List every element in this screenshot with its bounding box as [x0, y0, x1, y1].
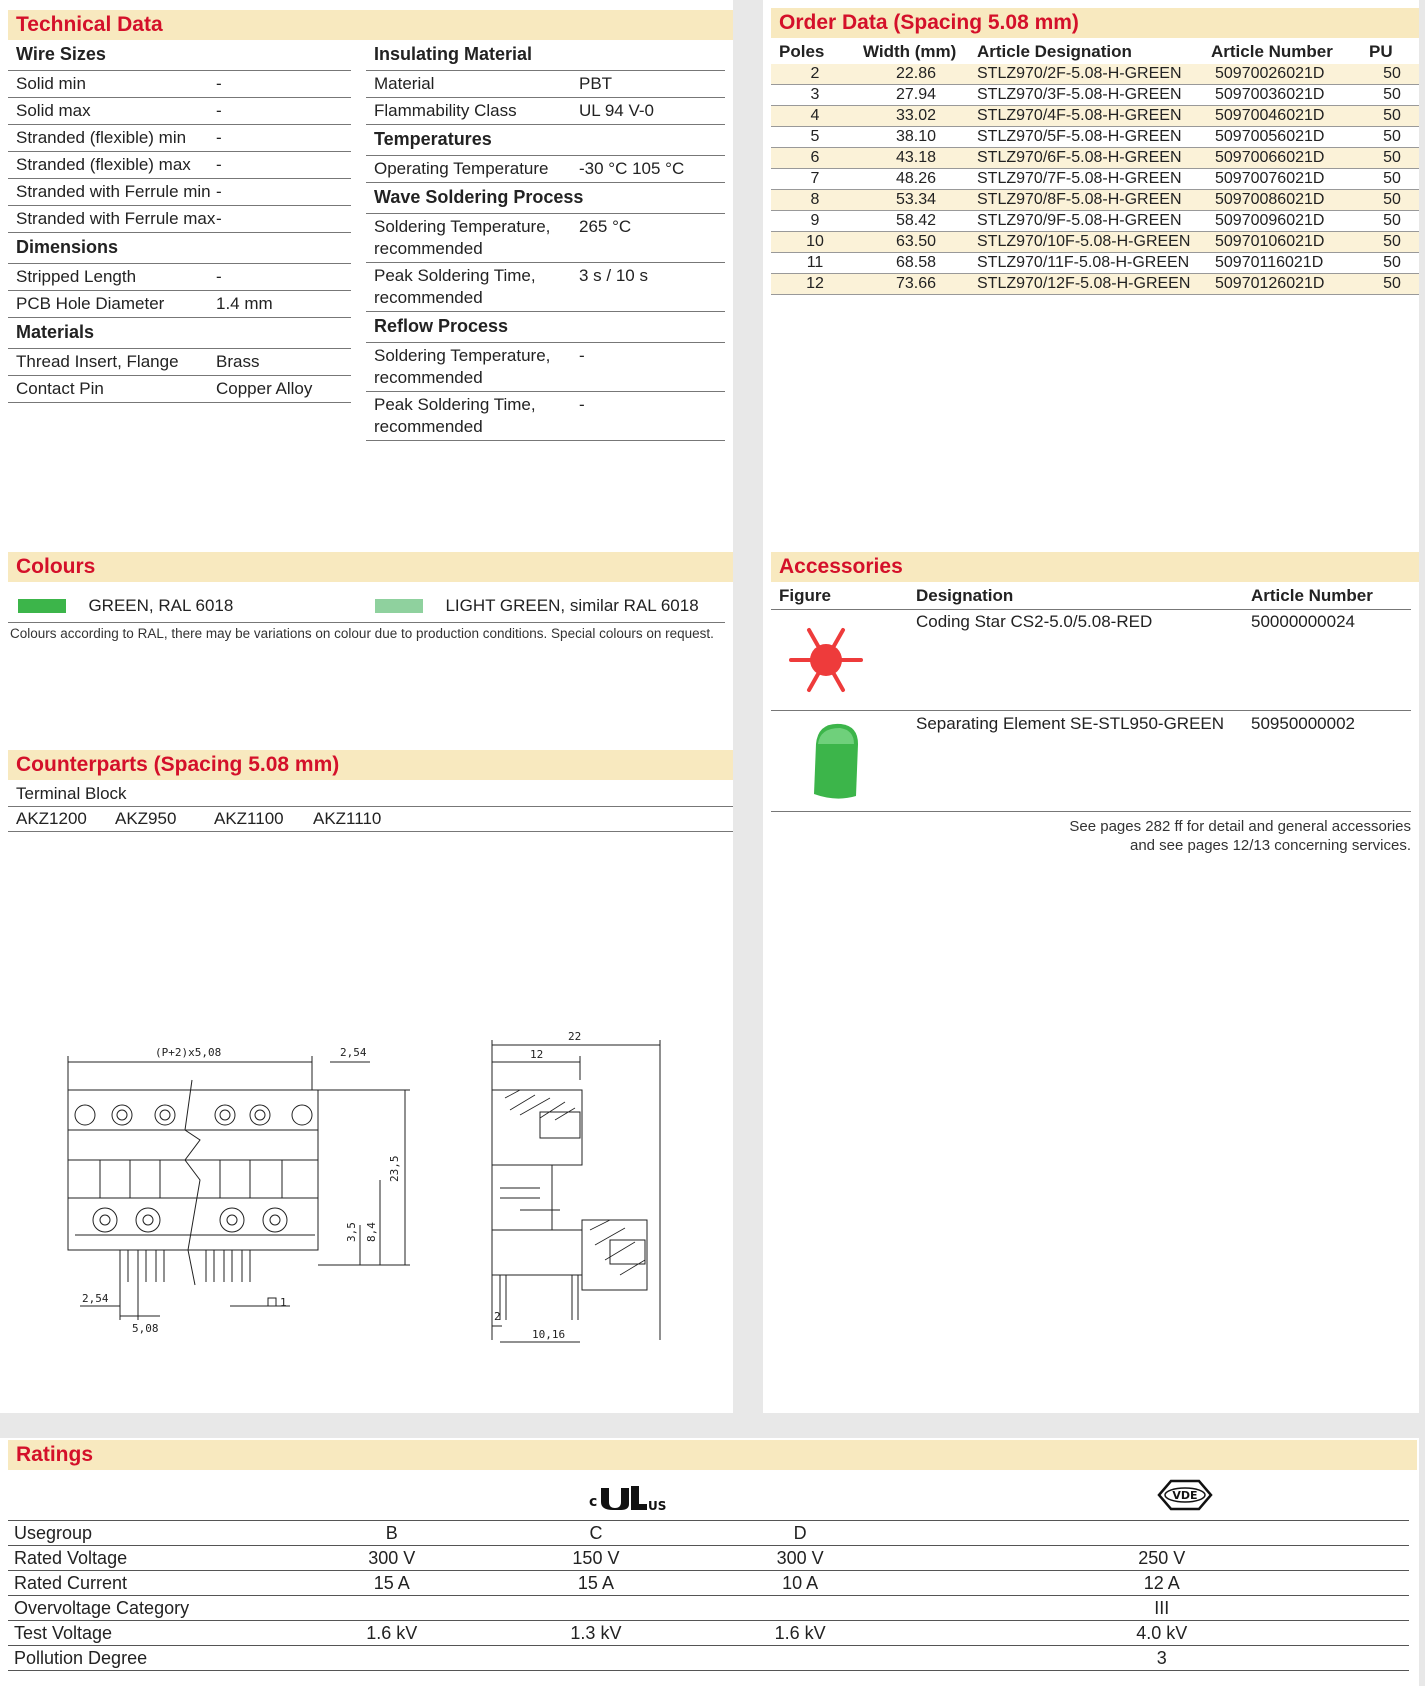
- order-cell: 50970086021D: [1215, 191, 1325, 208]
- order-row: [771, 232, 1419, 253]
- spec-label: Soldering Temperature, recommended: [374, 346, 551, 387]
- spec-row: [8, 349, 351, 376]
- order-cell: 50970046021D: [1215, 107, 1325, 124]
- order-cell: 50: [1383, 107, 1401, 124]
- order-cell: 50970116021D: [1215, 254, 1324, 271]
- ratings-value: [506, 1646, 686, 1671]
- accessories-col-designation: Designation: [916, 586, 1014, 605]
- order-col-poles: Poles: [779, 42, 825, 61]
- spec-value: -: [579, 395, 585, 414]
- order-cell: 50: [1383, 275, 1401, 292]
- dim-front-h1: 3,5: [345, 1222, 358, 1242]
- order-cell: 11: [806, 254, 824, 271]
- ratings-value: 15 A: [373, 1572, 410, 1593]
- ratings-value: C: [589, 1522, 603, 1543]
- ratings-value: 12 A: [1143, 1572, 1180, 1593]
- spec-row: [8, 179, 351, 206]
- spec-value: -: [216, 182, 222, 201]
- order-row: [771, 190, 1419, 211]
- ratings-value: [277, 1596, 506, 1621]
- colour-swatch-light-green: [375, 599, 423, 613]
- ratings-label: Rated Current: [14, 1573, 128, 1593]
- separating-element-icon: [796, 714, 886, 809]
- spec-row: [366, 156, 725, 183]
- spec-row: [366, 263, 725, 312]
- order-cell: 48.26: [895, 170, 937, 187]
- spec-value: UL 94 V-0: [579, 101, 654, 120]
- accessory-row: [771, 610, 1411, 711]
- spec-value: -: [216, 74, 222, 93]
- order-cell: 50: [1383, 170, 1401, 187]
- order-cell: 50: [1383, 212, 1401, 229]
- right-panel: [763, 0, 1419, 1413]
- spec-label: Stranded with Ferrule min: [16, 182, 211, 201]
- accessories-header-row: [771, 582, 1411, 610]
- spec-value: -: [216, 209, 222, 228]
- order-cell: STLZ970/4F-5.08-H-GREEN: [977, 107, 1182, 124]
- ratings-value: [686, 1646, 915, 1671]
- accessory-number: 50000000024: [1251, 612, 1356, 631]
- counterparts-list: [8, 807, 733, 832]
- spec-value: Copper Alloy: [216, 379, 313, 398]
- colours-header: Colours: [8, 552, 733, 582]
- dim-front-bottom-left: 2,54: [82, 1292, 109, 1305]
- ratings-value: [686, 1596, 915, 1621]
- spec-row: [366, 98, 725, 125]
- left-panel: [0, 0, 733, 1413]
- spec-row: [366, 71, 725, 98]
- technical-drawing: [20, 1020, 720, 1360]
- spec-value: -: [579, 346, 585, 365]
- spec-label: Contact Pin: [16, 379, 104, 398]
- order-cell: 68.58: [895, 254, 937, 271]
- materials-title: Materials: [8, 318, 351, 349]
- ratings-label: Rated Voltage: [14, 1548, 128, 1568]
- order-col-pu: PU: [1369, 42, 1393, 61]
- colour-item-green: [18, 596, 233, 616]
- counterparts-header: Counterparts (Spacing 5.08 mm): [8, 750, 733, 780]
- ratings-value: 250 V: [1138, 1547, 1186, 1568]
- colour-swatches: [8, 590, 725, 623]
- spec-row: [8, 291, 351, 318]
- front-view: [68, 1046, 410, 1335]
- spec-label: Flammability Class: [374, 101, 517, 120]
- spec-row: [366, 392, 725, 441]
- colour-swatch-green: [18, 599, 66, 613]
- accessories-note-line-2: and see pages 12/13 concerning services.: [1129, 837, 1411, 854]
- order-cell: 50970106021D: [1215, 233, 1325, 250]
- ratings-value: D: [793, 1522, 807, 1543]
- counterparts-subtitle: Terminal Block: [8, 782, 733, 807]
- order-table-body: [771, 64, 1419, 295]
- spec-label: Peak Soldering Time, recommended: [374, 266, 536, 307]
- accessory-row: [771, 712, 1411, 812]
- order-cell: 7: [810, 170, 820, 187]
- tech-right-column: [366, 40, 725, 441]
- order-cell: 33.02: [895, 107, 937, 124]
- ratings-value: 10 A: [782, 1572, 819, 1593]
- dim-side-2: 2: [494, 1310, 501, 1323]
- order-cell: 50: [1383, 191, 1401, 208]
- spec-row: [8, 125, 351, 152]
- spec-row: [8, 206, 351, 233]
- order-cell: 50970056021D: [1215, 128, 1325, 145]
- dimensions-list: [8, 264, 351, 318]
- order-cell: 50: [1383, 65, 1401, 82]
- ratings-value: 4.0 kV: [1136, 1622, 1188, 1643]
- order-cell: STLZ970/7F-5.08-H-GREEN: [977, 170, 1182, 187]
- order-data-header: Order Data (Spacing 5.08 mm): [771, 8, 1419, 38]
- dimensions-title: Dimensions: [8, 233, 351, 264]
- order-row: [771, 169, 1419, 190]
- order-cell: STLZ970/8F-5.08-H-GREEN: [977, 191, 1182, 208]
- materials-list: [8, 349, 351, 403]
- order-row: [771, 148, 1419, 169]
- order-cell: 5: [810, 128, 820, 145]
- order-cell: 8: [810, 191, 820, 208]
- spec-value: -: [216, 101, 222, 120]
- spec-label: PCB Hole Diameter: [16, 294, 165, 313]
- spec-label: Stripped Length: [16, 267, 137, 286]
- wave-soldering-title: Wave Soldering Process: [366, 183, 725, 214]
- wire-sizes-list: [8, 71, 351, 233]
- dim-side-bottom: 10,16: [532, 1328, 566, 1341]
- dim-front-top-right: 2,54: [340, 1046, 367, 1059]
- order-cell: 73.66: [895, 275, 937, 292]
- order-cell: 50: [1383, 254, 1401, 271]
- order-row: [771, 253, 1419, 274]
- ratings-value: 1.6 kV: [774, 1622, 826, 1643]
- ratings-label: Test Voltage: [14, 1623, 113, 1643]
- order-row: [771, 106, 1419, 127]
- ratings-value: [277, 1646, 506, 1671]
- accessories-header: Accessories: [771, 552, 1419, 582]
- order-row: [771, 211, 1419, 232]
- accessories-note-line-1: See pages 282 ff for detail and general accessories: [1069, 818, 1411, 835]
- spec-row: [8, 376, 351, 403]
- ratings-value: 1.3 kV: [570, 1622, 622, 1643]
- order-cell: 22.86: [895, 65, 937, 82]
- spec-value: -: [216, 155, 222, 174]
- spec-row: [8, 71, 351, 98]
- ratings-value: [915, 1521, 1409, 1546]
- colour-label-light-green: LIGHT GREEN, similar RAL 6018: [445, 596, 699, 615]
- order-cell: 63.50: [895, 233, 937, 250]
- ratings-value: 3: [1156, 1647, 1167, 1668]
- ratings-value: [506, 1596, 686, 1621]
- vde-mark-icon: [1155, 1478, 1215, 1512]
- reflow-list: [366, 343, 725, 441]
- ratings-row: [8, 1546, 1409, 1571]
- order-cell: 50: [1383, 86, 1401, 103]
- temperatures-title: Temperatures: [366, 125, 725, 156]
- order-header-row: [771, 40, 1419, 64]
- ratings-row: [8, 1521, 1409, 1546]
- spec-row: [8, 98, 351, 125]
- order-cell: 38.10: [895, 128, 937, 145]
- order-cell: 50970026021D: [1215, 65, 1325, 82]
- order-cell: STLZ970/11F-5.08-H-GREEN: [977, 254, 1190, 271]
- reflow-title: Reflow Process: [366, 312, 725, 343]
- insulating-list: [366, 71, 725, 125]
- accessory-number: 50950000002: [1251, 714, 1356, 733]
- ratings-label: Pollution Degree: [14, 1648, 148, 1668]
- accessories-note: [771, 817, 1411, 855]
- order-cell: STLZ970/9F-5.08-H-GREEN: [977, 212, 1182, 229]
- spec-value: -: [216, 128, 222, 147]
- spec-label: Stranded (flexible) max: [16, 155, 191, 174]
- order-cell: STLZ970/5F-5.08-H-GREEN: [977, 128, 1182, 145]
- colour-label-green: GREEN, RAL 6018: [88, 596, 234, 615]
- ratings-panel: [0, 1438, 1419, 1686]
- order-row: [771, 127, 1419, 148]
- accessory-designation: Coding Star CS2-5.0/5.08-RED: [916, 612, 1153, 631]
- order-cell: 12: [806, 275, 824, 292]
- order-col-width: Width (mm): [863, 42, 957, 61]
- ratings-row: [8, 1621, 1409, 1646]
- ratings-label: Usegroup: [14, 1523, 93, 1543]
- ratings-value: 1.6 kV: [366, 1622, 418, 1643]
- order-cell: STLZ970/12F-5.08-H-GREEN: [977, 275, 1191, 292]
- spec-label: Material: [374, 74, 435, 93]
- order-cell: 50970036021D: [1215, 86, 1325, 103]
- spec-label: Solid min: [16, 74, 86, 93]
- ratings-table-body: [8, 1521, 1409, 1671]
- counterpart-item: AKZ1100: [214, 809, 284, 828]
- accessories-col-figure: Figure: [779, 586, 831, 605]
- ul-mark-us: US: [648, 1499, 667, 1512]
- spec-label: Operating Temperature: [374, 159, 549, 178]
- order-cell: 50970076021D: [1215, 170, 1325, 187]
- side-view: [492, 1030, 660, 1342]
- order-cell: 50970126021D: [1215, 275, 1325, 292]
- spec-label: Stranded with Ferrule max: [16, 209, 216, 228]
- spec-value: PBT: [579, 74, 613, 93]
- order-cell: STLZ970/10F-5.08-H-GREEN: [977, 233, 1191, 250]
- spec-label: Solid max: [16, 101, 91, 120]
- spec-label: Stranded (flexible) min: [16, 128, 187, 147]
- ratings-value: 150 V: [572, 1547, 620, 1568]
- order-cell: STLZ970/2F-5.08-H-GREEN: [977, 65, 1182, 82]
- order-row: [771, 85, 1419, 106]
- insulating-title: Insulating Material: [366, 40, 725, 71]
- coding-star-icon: [781, 615, 871, 705]
- dim-front-height: 23,5: [388, 1155, 401, 1182]
- order-cell: 27.94: [895, 86, 937, 103]
- spec-value: Brass: [216, 352, 260, 371]
- counterpart-item: AKZ950: [115, 809, 177, 828]
- ratings-value: 300 V: [368, 1547, 416, 1568]
- ratings-label: Overvoltage Category: [14, 1598, 190, 1618]
- spec-row: [366, 343, 725, 392]
- order-cell: 50: [1383, 233, 1401, 250]
- spec-value: 265 °C: [579, 217, 632, 236]
- order-cell: 9: [810, 212, 820, 229]
- counterpart-item: AKZ1200: [16, 809, 87, 828]
- ul-mark-icon: [585, 1482, 675, 1512]
- ratings-value: 15 A: [577, 1572, 614, 1593]
- order-row: [771, 274, 1419, 295]
- colour-item-light-green: [375, 596, 699, 616]
- order-cell: 2: [810, 65, 820, 82]
- order-row: [771, 64, 1419, 85]
- ratings-value: III: [1154, 1597, 1170, 1618]
- wave-soldering-list: [366, 214, 725, 312]
- order-cell: 58.42: [895, 212, 937, 229]
- ratings-header: Ratings: [8, 1440, 1417, 1470]
- ratings-row: [8, 1596, 1409, 1621]
- order-cell: 50970096021D: [1215, 212, 1325, 229]
- order-table: [771, 40, 1419, 295]
- ul-mark-c: c: [589, 1494, 598, 1510]
- dim-front-h2: 8,4: [365, 1222, 378, 1242]
- order-cell: 53.34: [895, 191, 937, 208]
- spec-row: [8, 152, 351, 179]
- order-cell: 6: [810, 149, 820, 166]
- colours-note: Colours according to RAL, there may be variations on colour due to production conditions. Special colours on request.: [10, 626, 714, 641]
- spec-value: -: [216, 267, 222, 286]
- temperatures-list: [366, 156, 725, 183]
- dim-front-pin: 1: [280, 1296, 287, 1309]
- order-cell: 4: [810, 107, 820, 124]
- tech-left-column: [8, 40, 351, 403]
- dim-front-bottom-pitch: 5,08: [132, 1322, 159, 1335]
- spec-label: Peak Soldering Time, recommended: [374, 395, 536, 436]
- order-cell: STLZ970/3F-5.08-H-GREEN: [977, 86, 1182, 103]
- dim-side-12: 12: [530, 1048, 544, 1061]
- ratings-row: [8, 1646, 1409, 1671]
- ratings-value: 300 V: [776, 1547, 824, 1568]
- order-col-article: Article Number: [1211, 42, 1333, 61]
- order-cell: 10: [806, 233, 824, 250]
- order-cell: 3: [810, 86, 820, 103]
- order-cell: 43.18: [895, 149, 937, 166]
- wire-sizes-title: Wire Sizes: [8, 40, 351, 71]
- spec-row: [366, 214, 725, 263]
- counterpart-item: AKZ1110: [313, 809, 382, 828]
- order-cell: 50: [1383, 149, 1401, 166]
- dim-side-total: 22: [568, 1030, 582, 1043]
- order-cell: 50970066021D: [1215, 149, 1325, 166]
- vde-mark-text: VDE: [1172, 1489, 1198, 1502]
- accessory-designation: Separating Element SE-STL950-GREEN: [916, 714, 1225, 733]
- technical-data-header: Technical Data: [8, 10, 733, 40]
- spec-value: -30 °C 105 °C: [579, 159, 685, 178]
- ratings-row: [8, 1571, 1409, 1596]
- order-col-designation: Article Designation: [977, 42, 1132, 61]
- spec-row: [8, 264, 351, 291]
- ratings-table: [8, 1520, 1409, 1671]
- order-cell: STLZ970/6F-5.08-H-GREEN: [977, 149, 1182, 166]
- order-cell: 50: [1383, 128, 1401, 145]
- ratings-value: B: [385, 1522, 398, 1543]
- spec-label: Soldering Temperature, recommended: [374, 217, 551, 258]
- spec-label: Thread Insert, Flange: [16, 352, 179, 371]
- dim-front-top: (P+2)x5,08: [155, 1046, 222, 1059]
- spec-value: 3 s / 10 s: [579, 266, 648, 285]
- accessories-col-number: Article Number: [1251, 586, 1373, 605]
- spec-value: 1.4 mm: [216, 294, 273, 313]
